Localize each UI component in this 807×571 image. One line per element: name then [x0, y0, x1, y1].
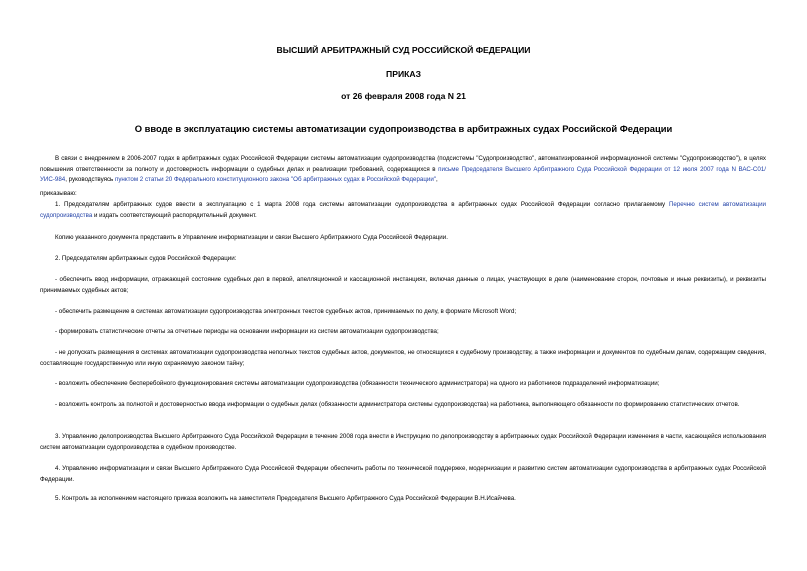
intro-text-3: , [435, 176, 438, 183]
intro-text-1: В связи с внедрением в 2006-2007 годах в арбитражных судах Российской Федерации системы автоматизации судопроизводства (подсистемы "Судопроизводство", автоматизированной информационной системы "Судопроизводство"), в целях повышения ответственности за полноту и достоверность информации о судебных делах и реализации требований, содержащихся в [40, 155, 766, 173]
paragraph-1 [40, 200, 766, 221]
constitutional-law-link[interactable]: пунктом 2 статьи 20 Федерального конституционного закона "Об арбитражных судах в Российской Федерации" [114, 176, 436, 183]
paragraph-5: 5. Контроль за исполнением настоящего приказа возложить на заместителя Председателя Высшего Арбитражного Суда Российской Федерации В.Н.Исайчева. [55, 495, 516, 502]
vas-letter-link[interactable]: письме Председателя Высшего Арбитражного Суда Российской Федерации от 12 июля 2007 года N ВАС-С01/УИС-984 [40, 165, 766, 183]
bullet-item: - возложить контроль за полнотой и достоверностью ввода информации о судебных делах (обязанности администратора системы судопроизводства) на работника, выполняющего обязанности по формированию статистических отчетов. [55, 401, 740, 408]
bullet-item: - обеспечить ввод информации, отражающей состояние судебных дел в первой, апелляционной и кассационной инстанциях, включая данные о лицах, участвующих в деле (наименование сторон, почтовые и иные реквизиты), и реквизиты принимаемых судебных актов; [40, 276, 766, 294]
document-title: О вводе в эксплуатацию системы автоматизации судопроизводства в арбитражных судах Российской Федерации [134, 123, 673, 134]
document-kind: ПРИКАЗ [386, 69, 421, 79]
intro-text-2: , руководствуясь [65, 176, 115, 183]
paragraph-3: 3. Управлению делопроизводства Высшего Арбитражного Суда Российской Федерации в течение 2008 года внести в Инструкцию по делопроизводству в арбитражных судах Российской Федерации изменения в части, касающейся использования систем автоматизации судопроизводства в судебном производстве. [40, 433, 766, 451]
systems-list-link[interactable]: Перечню систем автоматизации судопроизводства [40, 201, 766, 219]
intro-paragraph [40, 154, 766, 186]
issuing-authority: ВЫСШИЙ АРБИТРАЖНЫЙ СУД РОССИЙСКОЙ ФЕДЕРАЦИИ [276, 45, 531, 55]
document-date-number: от 26 февраля 2008 года N 21 [341, 91, 466, 101]
copy-paragraph: Копию указанного документа представить в Управление информатизации и связи Высшего Арбитражного Суда Российской Федерации. [55, 234, 448, 241]
paragraph-2: 2. Председателям арбитражных судов Российской Федерации: [55, 255, 237, 262]
bullet-item: - обеспечить размещение в системах автоматизации судопроизводства электронных текстов судебных актов, принимаемых по делу, в формате Microsoft Word; [55, 308, 517, 315]
bullet-item: - не допускать размещения в системах автоматизации судопроизводства неполных текстов судебных актов, документов, не относящихся к судебному производству, а также информации и документов по судебным делам, содержащим сведения, составляющие государственную или иную охраняемую законом тайну; [40, 349, 766, 367]
paragraph-1-text-1: 1. Председателям арбитражных судов ввести в эксплуатацию с 1 марта 2008 года системы автоматизации судопроизводства в арбитражных судах Российской Федерации согласно прилагаемому [55, 201, 669, 208]
paragraph-1-text-2: и издать соответствующий распорядительный документ. [92, 211, 257, 219]
order-word: приказываю: [40, 190, 77, 197]
paragraph-4: 4. Управлению информатизации и связи Высшего Арбитражного Суда Российской Федерации обеспечить работы по технической поддержке, модернизации и развитию систем автоматизации судопроизводства в арбитражных судах Российской Федерации. [40, 465, 766, 483]
bullet-item: - формировать статистические отчеты за отчетные периоды на основании информации из систем автоматизации судопроизводства; [55, 328, 439, 335]
bullet-item: - возложить обеспечение бесперебойного функционирования системы автоматизации судопроизводства (обязанности технического администратора) на одного из работников подразделений информатизации; [55, 380, 660, 387]
